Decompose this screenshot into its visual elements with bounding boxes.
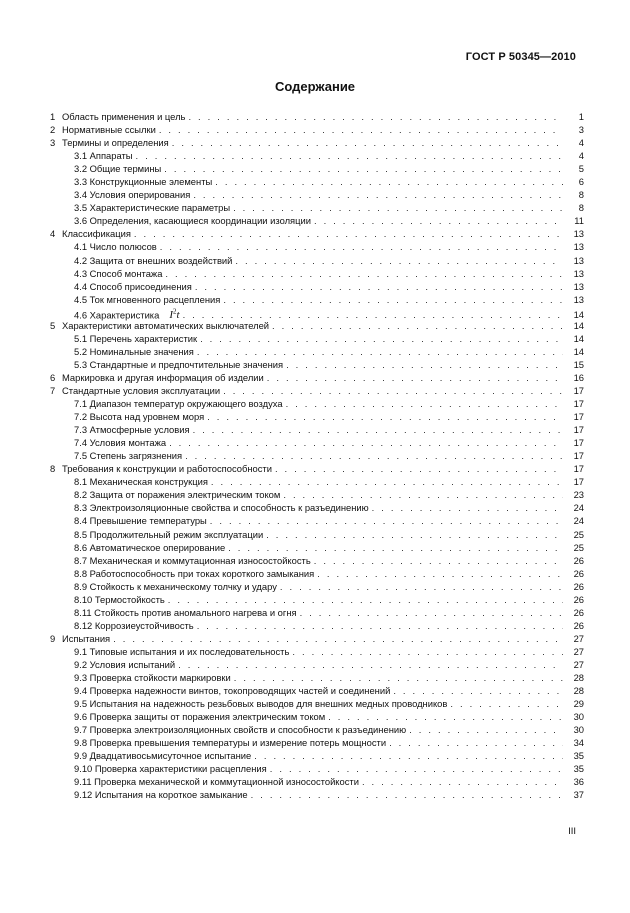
dot-leader xyxy=(251,788,563,801)
dot-leader xyxy=(234,671,563,684)
toc-entry-title xyxy=(62,684,390,697)
toc-entry-number: 9 xyxy=(50,632,56,644)
toc-entry-title xyxy=(62,632,110,645)
toc-entry[interactable] xyxy=(50,541,584,554)
toc-entry-title-text: 3.4 Условия оперирования xyxy=(74,189,191,201)
dot-leader xyxy=(134,227,563,240)
dot-leader xyxy=(165,267,563,280)
toc-entry-title xyxy=(62,488,280,501)
toc-entry-title xyxy=(62,214,311,227)
toc-entry-title-text: 8.3 Электроизоляционные свойства и способность к разъединению xyxy=(74,502,369,514)
toc-entry-page: 35 xyxy=(573,750,584,762)
toc-entry[interactable] xyxy=(50,528,584,541)
dot-leader xyxy=(211,475,563,488)
document-code: ГОСТ Р 50345—2010 xyxy=(465,51,576,63)
toc-entry-page: 13 xyxy=(573,254,584,266)
toc-entry[interactable] xyxy=(50,632,584,645)
toc-entry-page: 14 xyxy=(573,345,584,357)
toc-entry-page: 13 xyxy=(573,241,584,253)
toc-entry-title xyxy=(62,136,169,149)
toc-entry[interactable] xyxy=(50,227,584,240)
dot-leader xyxy=(409,723,563,736)
dot-leader xyxy=(300,606,563,619)
toc-entry-page: 4 xyxy=(578,137,584,149)
toc-entry-title xyxy=(62,697,447,710)
toc-entry[interactable] xyxy=(50,736,584,749)
toc-entry-title-text: 4.5 Ток мгновенного расцепления xyxy=(74,293,221,305)
toc-entry-title xyxy=(62,358,283,371)
toc-entry-title-text: 5.2 Номинальные значения xyxy=(74,345,194,357)
toc-entry-title xyxy=(62,775,359,788)
dot-leader xyxy=(188,110,563,123)
toc-entry-page: 17 xyxy=(573,424,584,436)
toc-entry-title-text: 9.9 Двадцативосьмисуточное испытание xyxy=(74,750,252,762)
dot-leader xyxy=(136,149,563,162)
toc-entry[interactable] xyxy=(50,514,584,527)
toc-entry-title xyxy=(62,762,267,775)
dot-leader xyxy=(372,501,563,514)
toc-entry-page: 17 xyxy=(573,398,584,410)
toc-entry[interactable] xyxy=(50,397,584,410)
toc-entry[interactable] xyxy=(50,267,584,280)
toc-entry[interactable] xyxy=(50,762,584,775)
toc-entry-title xyxy=(62,658,175,671)
dot-leader xyxy=(223,384,563,397)
toc-entry[interactable] xyxy=(50,593,584,606)
toc-entry-page: 14 xyxy=(573,319,584,331)
toc-entry[interactable] xyxy=(50,136,584,149)
dot-leader xyxy=(314,554,563,567)
dot-leader xyxy=(193,423,563,436)
dot-leader xyxy=(169,436,563,449)
toc-entry[interactable] xyxy=(50,449,584,462)
toc-entry[interactable] xyxy=(50,175,584,188)
toc-entry-title-text: 9.1 Типовые испытания и их последовательность xyxy=(74,645,290,657)
toc-entry-title-text: 7.2 Высота над уровнем моря xyxy=(74,411,205,423)
toc-entry-number: 4 xyxy=(50,228,56,240)
toc-entry-title xyxy=(62,123,156,136)
toc-entry-title xyxy=(62,280,192,293)
toc-entry-title-text: Область применения и цель xyxy=(62,111,186,122)
toc-entry[interactable] xyxy=(50,201,584,214)
toc-entry-page: 24 xyxy=(573,502,584,514)
dot-leader xyxy=(272,319,563,332)
toc-entry-page: 13 xyxy=(573,293,584,305)
toc-entry-title xyxy=(62,293,220,306)
toc-entry-page: 11 xyxy=(574,215,584,227)
formula-i2t: $I^2t$ xyxy=(169,307,180,322)
toc-entry-page: 25 xyxy=(573,541,584,553)
dot-leader xyxy=(235,254,563,267)
dot-leader xyxy=(160,240,563,253)
toc-entry-title xyxy=(62,332,197,345)
toc-entry-page: 16 xyxy=(573,371,584,383)
toc-entry-title-text: Термины и определения xyxy=(62,137,169,149)
toc-entry[interactable] xyxy=(50,162,584,175)
toc-entry-page: 6 xyxy=(578,176,584,188)
toc-entry-title-text: 5.3 Стандартные и предпочтительные значения xyxy=(74,358,284,370)
toc-entry-title xyxy=(62,749,251,762)
toc-entry-title xyxy=(62,319,269,332)
toc-entry-page: 26 xyxy=(573,567,584,579)
toc-entry-title-text: 4.1 Число полюсов xyxy=(74,241,157,253)
toc-entry-title-text: 7.5 Степень загрязнения xyxy=(74,450,183,462)
toc-entry[interactable] xyxy=(50,788,584,801)
toc-entry-number: 3 xyxy=(50,137,56,149)
dot-leader xyxy=(328,710,563,723)
toc-entry-page: 27 xyxy=(573,658,584,670)
dot-leader xyxy=(275,462,563,475)
toc-entry-page: 30 xyxy=(573,711,584,723)
toc-entry-title xyxy=(62,175,212,188)
toc-entry-title-text: 4.6 Характеристика xyxy=(74,309,160,321)
dot-leader xyxy=(283,488,563,501)
toc-entry-page: 17 xyxy=(573,450,584,462)
table-of-contents xyxy=(50,110,584,801)
toc-entry[interactable] xyxy=(50,501,584,514)
toc-entry[interactable] xyxy=(50,384,584,397)
dot-leader xyxy=(172,136,563,149)
toc-entry[interactable] xyxy=(50,110,584,123)
toc-entry-page: 30 xyxy=(573,724,584,736)
toc-entry-title xyxy=(62,267,162,280)
toc-entry-title xyxy=(62,345,194,358)
toc-entry[interactable] xyxy=(50,149,584,162)
toc-entry[interactable] xyxy=(50,710,584,723)
toc-entry-page: 27 xyxy=(573,645,584,657)
toc-entry-title xyxy=(62,606,297,619)
toc-entry-title-text: 7.3 Атмосферные условия xyxy=(74,424,190,436)
toc-entry-page: 17 xyxy=(573,476,584,488)
toc-entry-title-text: 8.1 Механическая конструкция xyxy=(74,476,208,488)
toc-entry-page: 15 xyxy=(573,358,584,370)
toc-entry-page: 25 xyxy=(573,528,584,540)
toc-entry-title-text: 8.8 Работоспособность при токах короткого замыкания xyxy=(74,567,315,579)
toc-entry[interactable] xyxy=(50,306,584,322)
toc-entry[interactable] xyxy=(50,488,584,501)
page-number: III xyxy=(568,826,576,837)
toc-entry[interactable] xyxy=(50,775,584,788)
toc-entry-page: 1 xyxy=(578,111,584,122)
toc-entry-title-text: Маркировка и другая информация об изделии xyxy=(62,371,264,383)
dot-leader xyxy=(197,345,563,358)
toc-entry-page: 28 xyxy=(573,672,584,684)
toc-entry-title-text: 9.5 Испытания на надежность резьбовых выводов для внешних медных проводников xyxy=(74,698,448,710)
toc-entry-title xyxy=(62,710,325,723)
toc-entry-title xyxy=(62,475,208,488)
toc-entry-title xyxy=(62,528,263,541)
toc-entry-title xyxy=(62,671,231,684)
toc-entry-title-text: Требования к конструкции и работоспособности xyxy=(62,463,272,475)
toc-entry[interactable] xyxy=(50,280,584,293)
toc-entry-title xyxy=(62,188,190,201)
toc-entry-page: 14 xyxy=(573,309,584,321)
toc-entry-page: 37 xyxy=(573,789,584,801)
dot-leader xyxy=(228,541,563,554)
toc-entry-title-text: 9.3 Проверка стойкости маркировки xyxy=(74,672,231,684)
toc-entry-title xyxy=(62,397,283,410)
toc-entry-title xyxy=(62,645,289,658)
toc-entry[interactable] xyxy=(50,254,584,267)
toc-entry-page: 36 xyxy=(573,776,584,788)
toc-entry-title-text: Нормативные ссылки xyxy=(62,124,156,136)
toc-entry[interactable] xyxy=(50,423,584,436)
toc-entry-title-text: 4.2 Защита от внешних воздействий xyxy=(74,254,233,266)
toc-entry[interactable] xyxy=(50,554,584,567)
toc-entry-title-text: 3.3 Конструкционные элементы xyxy=(74,176,213,188)
toc-entry-title-text: Испытания xyxy=(62,632,111,644)
dot-leader xyxy=(185,449,563,462)
toc-entry-page: 26 xyxy=(573,593,584,605)
toc-entry-page: 23 xyxy=(573,489,584,501)
toc-entry-title-text: 8.5 Продолжительный режим эксплуатации xyxy=(74,528,264,540)
dot-leader xyxy=(317,567,563,580)
toc-entry-title xyxy=(62,567,314,580)
dot-leader xyxy=(113,632,563,645)
toc-entry[interactable] xyxy=(50,214,584,227)
toc-entry-title xyxy=(62,514,207,527)
toc-entry-title-text: 8.6 Автоматическое оперирование xyxy=(74,541,226,553)
toc-entry-title xyxy=(62,371,264,384)
toc-entry-title xyxy=(62,501,369,514)
toc-entry-title xyxy=(62,580,277,593)
toc-entry-page: 29 xyxy=(573,698,584,710)
toc-entry-title xyxy=(62,240,157,253)
toc-entry-number: 6 xyxy=(50,371,56,383)
toc-entry[interactable] xyxy=(50,436,584,449)
toc-entry-title xyxy=(62,201,230,214)
dot-leader xyxy=(292,645,563,658)
toc-entry[interactable] xyxy=(50,645,584,658)
dot-leader xyxy=(362,775,563,788)
toc-entry-title-text: 9.12 Испытания на короткое замыкание xyxy=(74,789,248,801)
toc-entry[interactable] xyxy=(50,619,584,632)
toc-entry[interactable] xyxy=(50,723,584,736)
dot-leader xyxy=(178,658,563,671)
toc-entry-title-text: 5.1 Перечень характеристик xyxy=(74,332,198,344)
dot-leader xyxy=(193,188,563,201)
toc-entry-title xyxy=(62,436,166,449)
toc-entry-number: 5 xyxy=(50,319,56,331)
toc-entry[interactable] xyxy=(50,188,584,201)
toc-entry-title-text: 9.4 Проверка надежности винтов, токопроводящих частей и соединений xyxy=(74,685,391,697)
toc-entry-title-text: 9.7 Проверка электроизоляционных свойств и способности к разъединению xyxy=(74,724,407,736)
toc-entry[interactable] xyxy=(50,749,584,762)
toc-entry-page: 17 xyxy=(573,437,584,449)
toc-entry-number: 2 xyxy=(50,124,56,136)
toc-entry-page: 17 xyxy=(573,463,584,475)
toc-entry-title xyxy=(62,227,131,240)
toc-entry-title xyxy=(62,593,165,606)
toc-entry-title xyxy=(62,462,272,475)
toc-entry-title-text: 7.4 Условия монтажа xyxy=(74,437,167,449)
toc-entry[interactable] xyxy=(50,293,584,306)
toc-title: Содержание xyxy=(274,79,356,94)
toc-entry-title-text: 8.10 Термостойкость xyxy=(74,593,165,605)
toc-entry[interactable] xyxy=(50,332,584,345)
toc-entry-title-text: 9.8 Проверка превышения температуры и измерение потерь мощности xyxy=(74,737,387,749)
toc-entry[interactable] xyxy=(50,606,584,619)
toc-entry[interactable] xyxy=(50,567,584,580)
toc-entry-title-text: Классификация xyxy=(62,228,131,240)
toc-entry-title-text: 3.6 Определения, касающиеся координации изоляции xyxy=(74,215,311,227)
toc-entry-title xyxy=(62,788,248,801)
toc-entry-title-text: 3.1 Аппараты xyxy=(74,150,133,162)
toc-entry-page: 34 xyxy=(573,737,584,749)
toc-entry-title-text: 8.2 Защита от поражения электрическим током xyxy=(74,489,281,501)
toc-entry-title-text: Стандартные условия эксплуатации xyxy=(62,384,221,396)
toc-entry-title-text: 4.4 Способ присоединения xyxy=(74,280,192,292)
toc-entry-title xyxy=(62,423,190,436)
toc-entry[interactable] xyxy=(50,371,584,384)
toc-entry-page: 14 xyxy=(573,332,584,344)
toc-entry-title xyxy=(62,554,311,567)
dot-leader xyxy=(210,514,563,527)
toc-entry-title-text: 8.11 Стойкость против аномального нагрева и огня xyxy=(74,606,297,618)
dot-leader xyxy=(164,162,563,175)
toc-entry[interactable] xyxy=(50,475,584,488)
dot-leader xyxy=(270,762,563,775)
toc-entry-page: 26 xyxy=(573,554,584,566)
toc-entry-number: 1 xyxy=(50,111,56,122)
toc-entry-title xyxy=(62,723,406,736)
toc-entry-title-text: 3.5 Характеристические параметры xyxy=(74,202,231,214)
dot-leader xyxy=(159,123,563,136)
dot-leader xyxy=(286,397,563,410)
toc-entry-page: 13 xyxy=(573,280,584,292)
toc-entry[interactable] xyxy=(50,410,584,423)
toc-entry-title xyxy=(62,619,194,632)
toc-entry[interactable] xyxy=(50,658,584,671)
toc-entry[interactable] xyxy=(50,684,584,697)
dot-leader xyxy=(280,580,563,593)
toc-entry-title xyxy=(62,384,220,397)
toc-entry-page: 5 xyxy=(578,163,584,175)
toc-entry-page: 8 xyxy=(578,189,584,201)
toc-entry[interactable] xyxy=(50,345,584,358)
dot-leader xyxy=(314,214,563,227)
dot-leader xyxy=(207,410,563,423)
toc-entry-title xyxy=(62,162,161,175)
toc-entry-number: 7 xyxy=(50,384,56,396)
dot-leader xyxy=(254,749,563,762)
dot-leader xyxy=(233,201,563,214)
toc-entry-number: 8 xyxy=(50,463,56,475)
toc-entry-title-text: 9.6 Проверка защиты от поражения электрическим током xyxy=(74,711,326,723)
dot-leader xyxy=(389,736,563,749)
dot-leader xyxy=(195,280,563,293)
toc-entry[interactable] xyxy=(50,671,584,684)
toc-entry-title-text: 4.3 Способ монтажа xyxy=(74,267,163,279)
toc-entry-page: 3 xyxy=(578,124,584,136)
dot-leader xyxy=(393,684,563,697)
toc-entry-page: 13 xyxy=(573,228,584,240)
toc-entry-page: 28 xyxy=(573,685,584,697)
toc-entry-title-text: 8.4 Превышение температуры xyxy=(74,515,207,527)
toc-entry-page: 13 xyxy=(573,267,584,279)
toc-entry-title xyxy=(62,254,232,267)
dot-leader xyxy=(215,175,563,188)
toc-entry-title-text: 9.11 Проверка механической и коммутационной износостойкости xyxy=(74,776,359,788)
toc-entry-title xyxy=(62,149,133,162)
toc-entry-title-text: 9.2 Условия испытаний xyxy=(74,658,176,670)
toc-entry-page: 4 xyxy=(578,150,584,162)
toc-entry-title-text: 9.10 Проверка характеристики расцепления xyxy=(74,763,267,775)
toc-entry-page: 17 xyxy=(573,384,584,396)
toc-entry-title-text: 8.9 Стойкость к механическому толчку и удару xyxy=(74,580,277,592)
dot-leader xyxy=(200,332,563,345)
toc-entry[interactable] xyxy=(50,697,584,710)
toc-entry-title xyxy=(62,736,386,749)
dot-leader xyxy=(168,593,563,606)
dot-leader xyxy=(266,528,563,541)
toc-entry-page: 8 xyxy=(578,202,584,214)
toc-entry-page: 26 xyxy=(573,606,584,618)
dot-leader xyxy=(267,371,563,384)
dot-leader xyxy=(286,358,563,371)
toc-entry[interactable] xyxy=(50,123,584,136)
dot-leader xyxy=(450,697,563,710)
toc-entry[interactable] xyxy=(50,319,584,332)
toc-entry-page: 26 xyxy=(573,619,584,631)
toc-entry-page: 24 xyxy=(573,515,584,527)
toc-entry-title xyxy=(62,110,185,123)
toc-entry[interactable] xyxy=(50,580,584,593)
toc-entry-title xyxy=(62,410,204,423)
toc-entry[interactable] xyxy=(50,358,584,371)
toc-entry-title-text: 8.12 Коррозиеустойчивость xyxy=(74,619,194,631)
toc-entry-page: 35 xyxy=(573,763,584,775)
toc-entry-title xyxy=(62,541,225,554)
toc-entry-page: 17 xyxy=(573,411,584,423)
toc-entry-page: 27 xyxy=(573,632,584,644)
toc-entry-title-text: 3.2 Общие термины xyxy=(74,163,162,175)
dot-leader xyxy=(197,619,563,632)
toc-entry[interactable] xyxy=(50,462,584,475)
toc-entry-title-text: Характеристики автоматических выключателей xyxy=(62,319,270,331)
toc-entry-title-text: 7.1 Диапазон температур окружающего воздуха xyxy=(74,398,283,410)
toc-entry-title-text: 8.7 Механическая и коммутационная износостойкость xyxy=(74,554,311,566)
dot-leader xyxy=(223,293,563,306)
toc-entry-page: 26 xyxy=(573,580,584,592)
toc-entry[interactable] xyxy=(50,240,584,253)
toc-entry-title xyxy=(62,449,182,462)
